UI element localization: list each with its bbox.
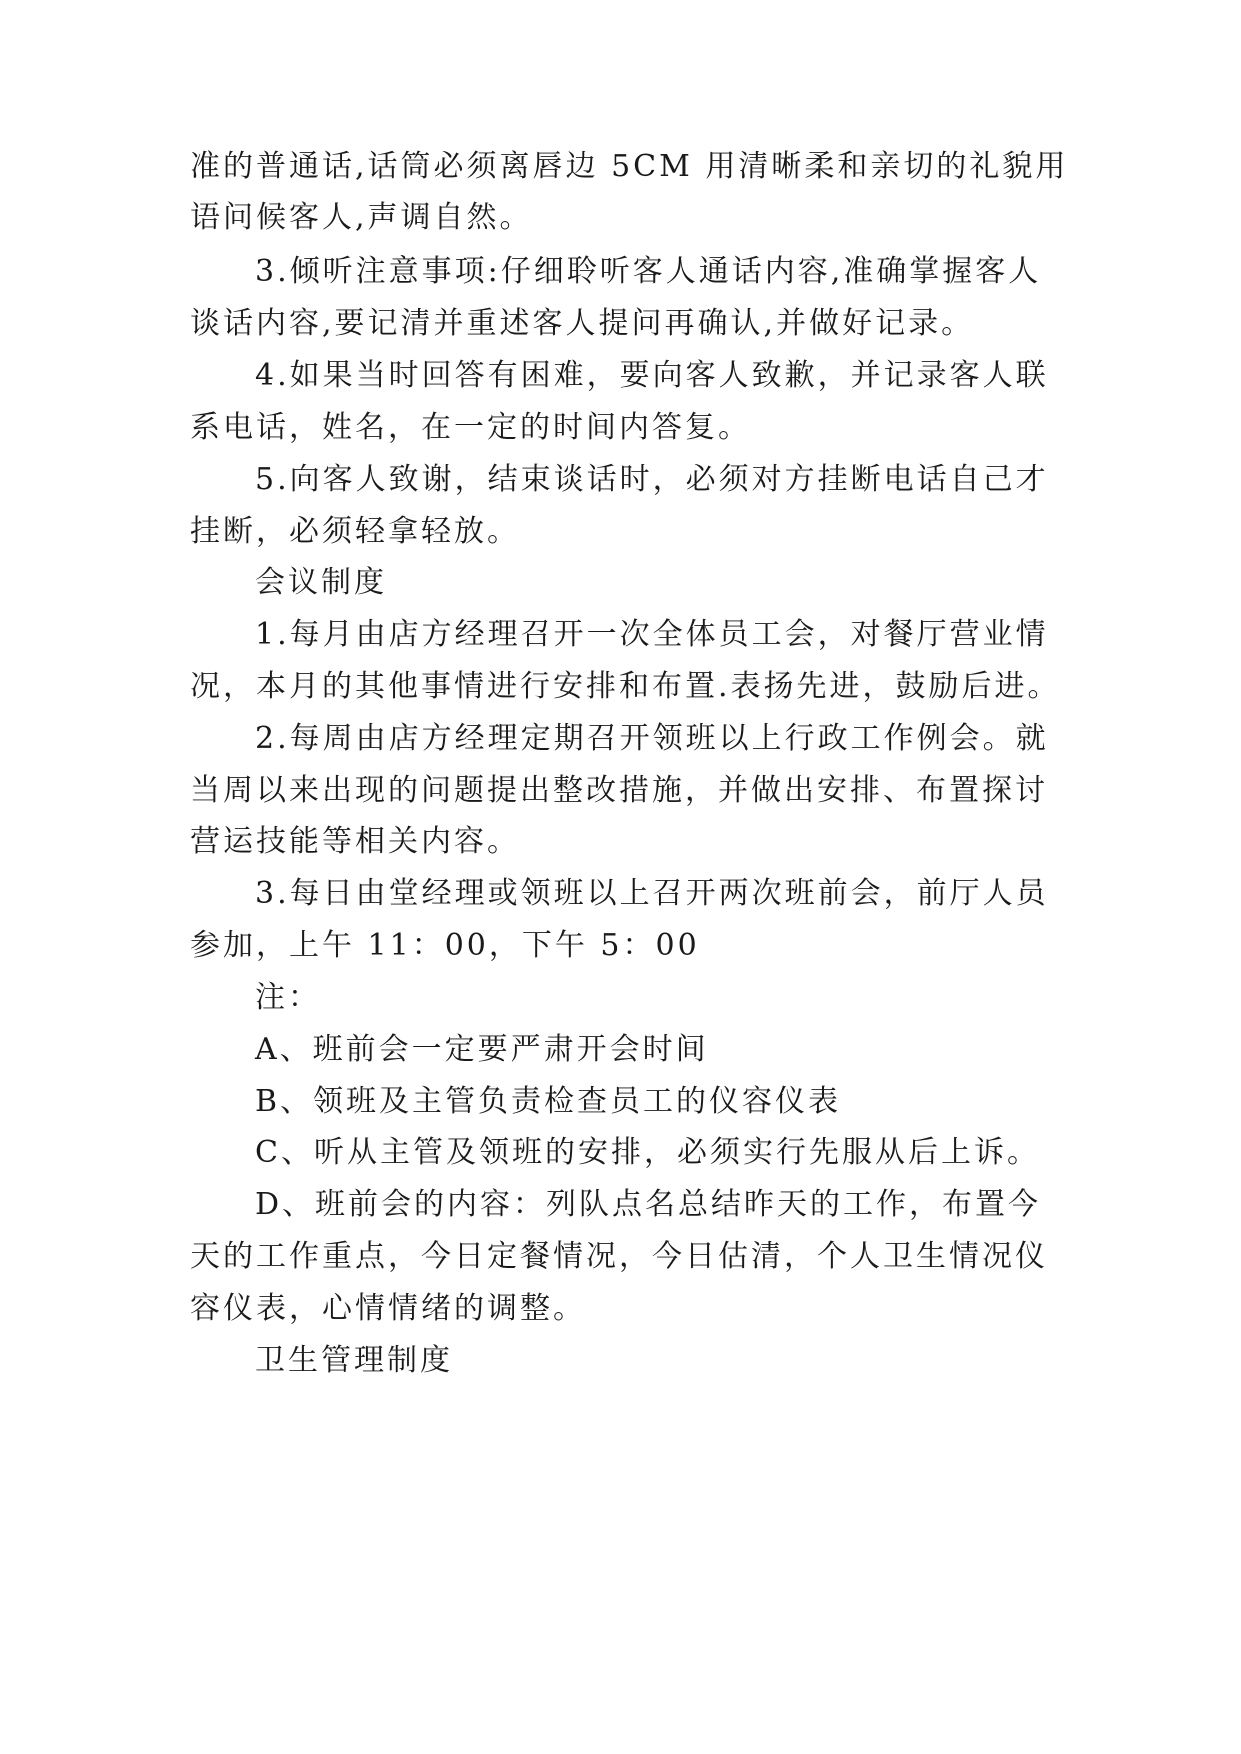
text-line: A、班前会一定要严肃开会时间 <box>255 1032 709 1067</box>
text-line: 准的普通话,话筒必须离唇边 5CM 用清晰柔和亲切的礼貌用 <box>190 149 1069 184</box>
text-line: 5.向客人致谢，结束谈话时，必须对方挂断电话自己才 <box>255 462 1049 497</box>
text-line: 1.每月由店方经理召开一次全体员工会，对餐厅营业情 <box>255 617 1049 652</box>
text-line: 2.每周由店方经理定期召开领班以上行政工作例会。就 <box>255 721 1049 756</box>
text-line: 语问候客人,声调自然。 <box>190 200 533 235</box>
text-line: 挂断，必须轻拿轻放。 <box>190 514 520 549</box>
text-line: 当周以来出现的问题提出整改措施，并做出安排、布置探讨 <box>190 773 1048 808</box>
text-line: 谈话内容,要记清并重述客人提问再确认,并做好记录。 <box>190 306 975 341</box>
text-line: 3.每日由堂经理或领班以上召开两次班前会，前厅人员 <box>255 876 1049 911</box>
text-line: B、领班及主管负责检查员工的仪容仪表 <box>255 1084 842 1119</box>
section-heading: 卫生管理制度 <box>255 1343 453 1378</box>
text-line: 参加，上午 11：00，下午 5：00 <box>190 928 700 963</box>
text-line: 3.倾听注意事项:仔细聆听客人通话内容,准确掌握客人 <box>255 254 1042 289</box>
text-line: C、听从主管及领班的安排，必须实行先服从后上诉。 <box>255 1135 1040 1170</box>
text-line: 天的工作重点，今日定餐情况，今日估清，个人卫生情况仪 <box>190 1239 1048 1274</box>
text-line: 容仪表，心情情绪的调整。 <box>190 1291 586 1326</box>
text-line: 注： <box>255 980 321 1015</box>
text-line: D、班前会的内容：列队点名总结昨天的工作，布置今 <box>255 1187 1042 1222</box>
text-line: 营运技能等相关内容。 <box>190 824 520 859</box>
section-heading: 会议制度 <box>255 565 387 600</box>
text-line: 系电话，姓名，在一定的时间内答复。 <box>190 410 751 445</box>
text-line: 况，本月的其他事情进行安排和布置.表扬先进，鼓励后进。 <box>190 669 1061 704</box>
text-line: 4.如果当时回答有困难，要向客人致歉，并记录客人联 <box>255 358 1049 393</box>
